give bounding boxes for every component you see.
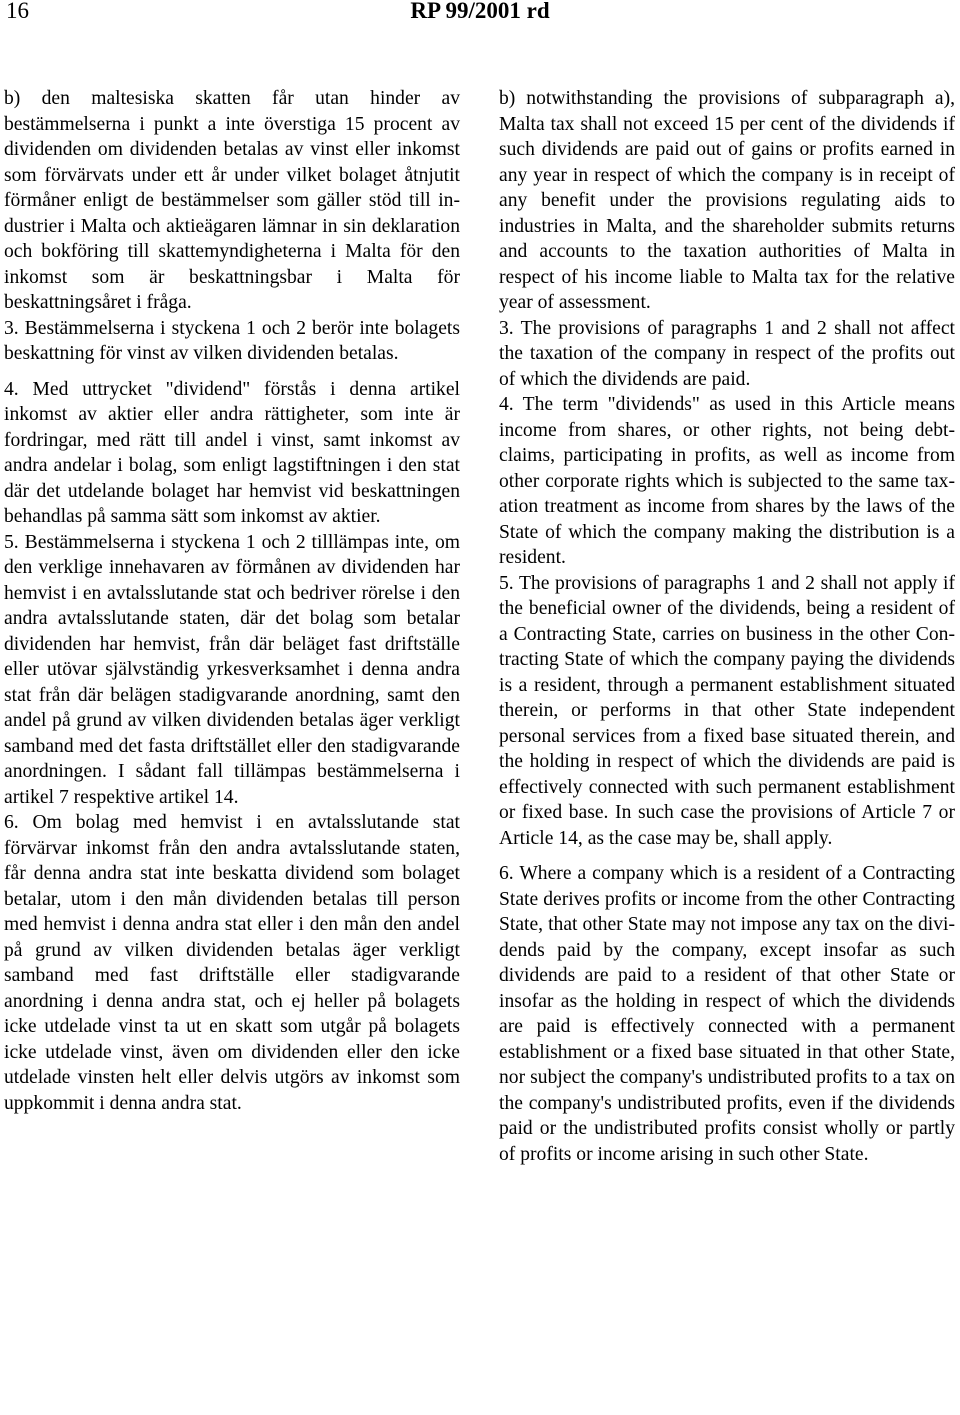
- english-column: [499, 86, 955, 1167]
- page-header: [0, 0, 960, 30]
- paragraph-5-en: 5. The provisions of paragraphs 1 and 2 shall not apply if the beneficial owner of the dividends, being a resident of a Contracting State, carries on business in the other Contracting State of which the company paying the dividends is a resident, through a permanent establishment situated therein, or performs in that other State independent personal services from a fixed base situated therein, and the holding in respect of which the dividends are paid is effectively connected with such permanent establishment or fixed base. In such case the provisions of Article 7 or Article 14, as the case may be, shall apply.: [499, 572, 955, 849]
- paragraph-3-sv: 3. Bestämmelserna i styckena 1 och 2 berör inte bolagets beskattning för vinst av vilken dividenden betalas.: [4, 317, 460, 364]
- swedish-column: [4, 86, 460, 1116]
- page-number: 16: [6, 0, 29, 23]
- paragraph-6-sv: 6. Om bolag med hemvist i en avtalsslutande stat förvärvar inkomst från den andra avtalsslutande staten, får denna andra stat inte beskatta dividend som bolaget betalar, utom i den mån dividenden betalas till person med hemvist i denna andra stat eller i den mån den andel på grund av vilken dividenden betalas äger verkligt samband med fast driftställe eller stadigvarande anordning i denna andra stat, och ej heller på bolagets icke utdelade vinst ta ut en skatt som utgår på bolagets icke utdelade vinst, även om dividenden eller den icke utdelade vinsten helt eller delvis utgörs av inkomst som uppkommit i denna andra stat.: [4, 812, 460, 1114]
- paragraph-3-en: 3. The provisions of paragraphs 1 and 2 shall not affect the taxation of the company in respect of the profits out of which the dividends are paid.: [499, 317, 955, 390]
- paragraph-2b-en: b) notwithstanding the provisions of subparagraph a), Malta tax shall not exceed 15 per cent of the dividends if such dividends are paid out of gains or profits earned in any year in respect of which the company is in receipt of any benefit under the provisions regulating aids to industries in Malta, and the shareholder submits returns and accounts to the taxation authorities of Malta in respect of his income liable to Malta tax for the relative year of assessment.: [499, 88, 955, 313]
- paragraph-2b-sv: b) den maltesiska skatten får utan hinder av bestämmelserna i punkt a inte överstiga 15 procent av dividenden om dividenden betalas av vinst eller inkomst som förvärvats under ett år under vilket bolaget åtnjutit förmåner enligt de bestämmelser som gäller stöd till industrier i Malta och aktieägaren lämnar in sin deklaration och bokföring till skattemyndigheterna i Malta för den inkomst som är beskattningsbar i Malta för beskattningsåret i fråga.: [4, 88, 460, 313]
- paragraph-4-en: 4. The term "dividends" as used in this Article means income from shares, or other rights, not being debt-claims, participating in profits, as well as income from other corporate rights which is subjected to the same taxation treatment as income from shares by the laws of the State of which the company making the distribution is a resident.: [499, 394, 955, 568]
- document-id: RP 99/2001 rd: [410, 0, 550, 23]
- paragraph-5-sv: 5. Bestämmelserna i styckena 1 och 2 tilllämpas inte, om den verklige innehavaren av förmånen av dividenden har hemvist i en avtalsslutande stat och bedriver rörelse i den andra avtalsslutande staten, där det bolag som betalar dividenden har hemvist, från där beläget fast driftställe eller utövar självständig yrkesverksamhet i denna andra stat från där belägen stadigvarande anordning, samt den andel på grund av vilken dividenden betalas äger verkligt samband med det fasta driftstället eller den stadigvarande anordningen. I sådant fall tillämpas bestämmelserna i artikel 7 respektive artikel 14.: [4, 531, 460, 808]
- paragraph-4-sv: 4. Med uttrycket "dividend" förstås i denna artikel inkomst av aktier eller andra rättigheter, som inte är fordringar, med rätt till andel i vinst, samt inkomst av andra andelar i bolag, som enligt lagstiftningen i den stat där det utdelande bolaget har hemvist vid beskattningen behandlas på samma sätt som inkomst av aktier.: [4, 378, 460, 527]
- paragraph-6-en: 6. Where a company which is a resident of a Contracting State derives profits or income from the other Contracting State, that other State may not impose any tax on the dividends paid by the company, except insofar as such dividends are paid to a resident of that other State or insofar as the holding in respect of which the dividends are paid is effectively connected with a permanent establishment or a fixed base situated in that other State, nor subject the company's undistributed profits to a tax on the company's undistributed profits, even if the dividends paid or the undistributed profits consist wholly or partly of profits or income arising in such other State.: [499, 863, 955, 1165]
